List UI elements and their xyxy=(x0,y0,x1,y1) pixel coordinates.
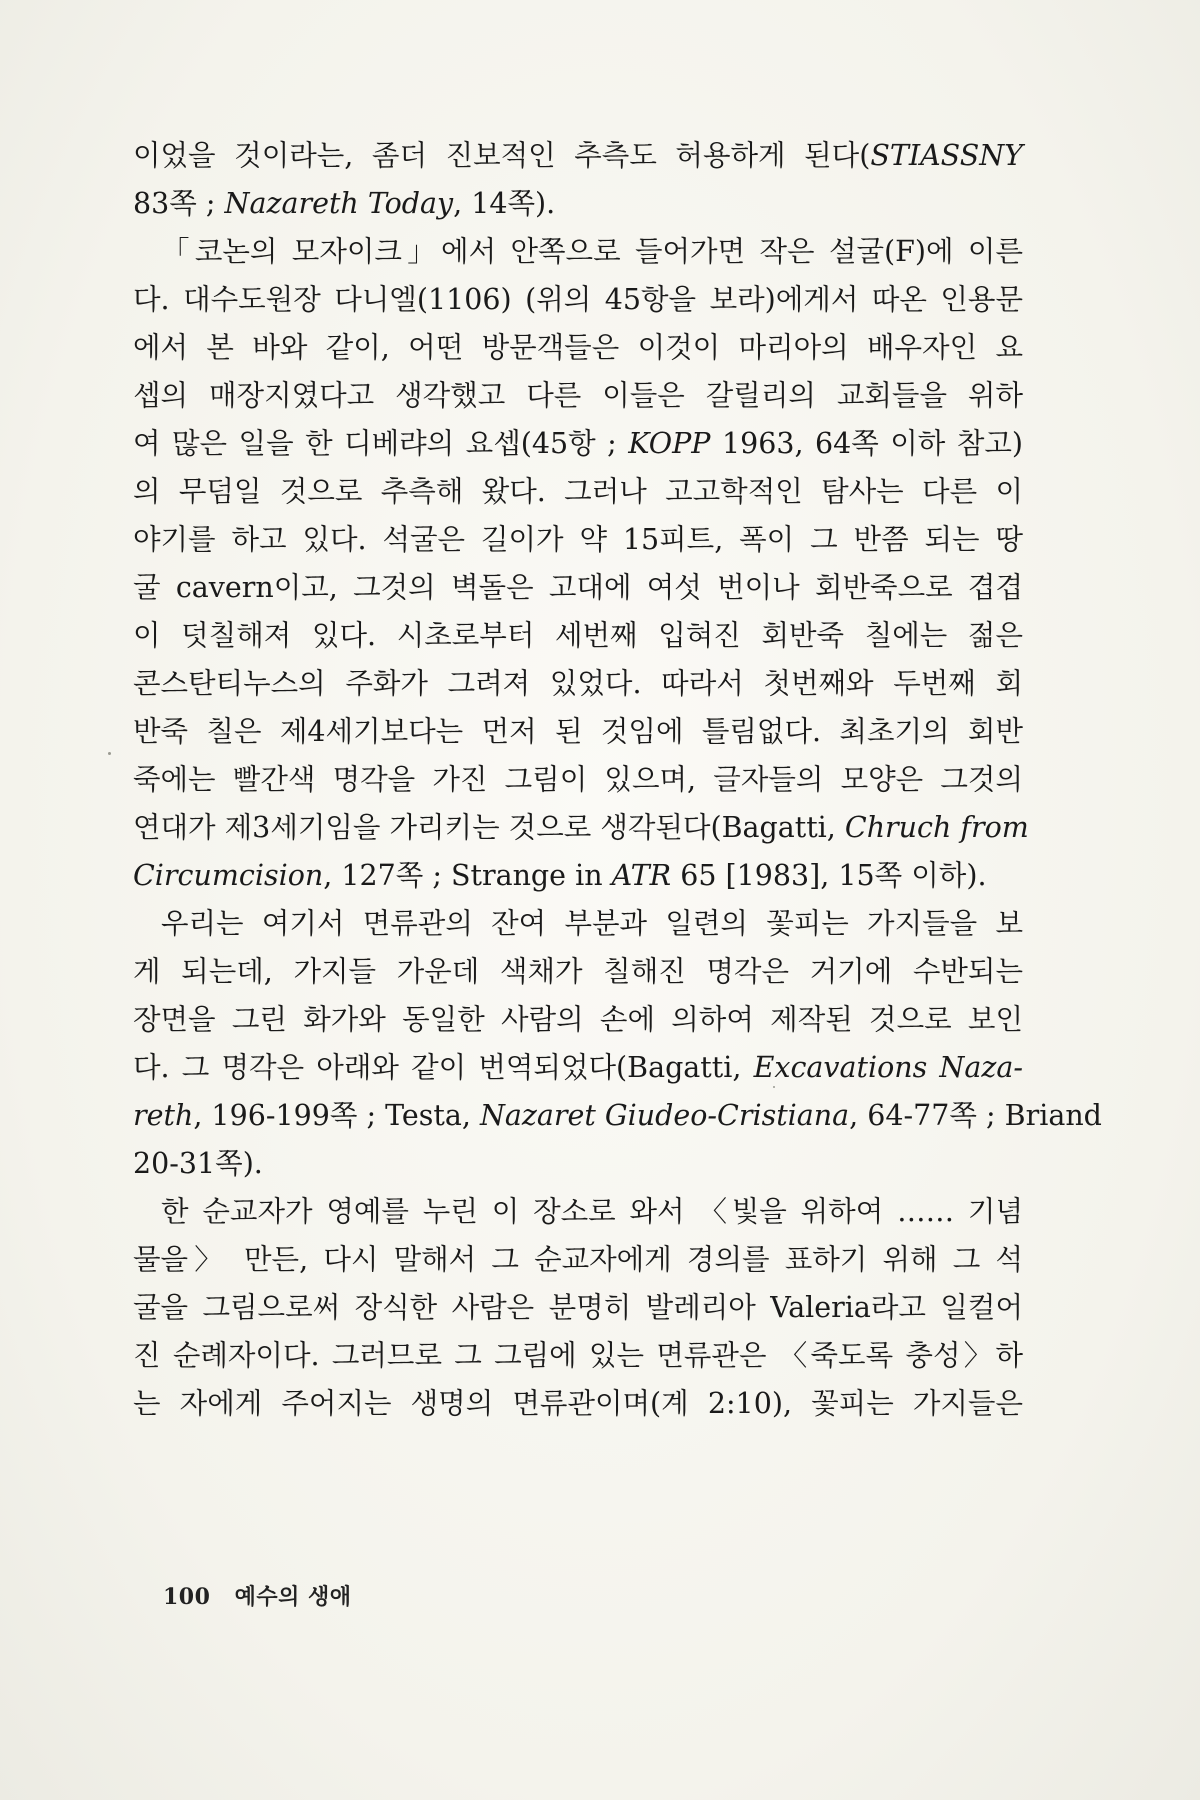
text-line xyxy=(133,852,1023,900)
text-line xyxy=(133,612,1023,660)
text-line xyxy=(133,1044,1023,1092)
text-line xyxy=(133,1236,1023,1284)
text-line xyxy=(133,1284,1023,1332)
text-run: 이 덧칠해져 있다. 시초로부터 세번째 입혀진 회반죽 칠에는 젊은 xyxy=(133,619,1023,652)
text-run: 1963, 64쪽 이하 참고) xyxy=(710,427,1023,460)
page-number: 100 xyxy=(163,1584,211,1610)
italic-text: STIASSNY xyxy=(870,139,1023,172)
italic-text: Circumcision xyxy=(133,859,324,892)
text-run: 「코논의 모자이크」에서 안쪽으로 들어가면 작은 설굴(F)에 이른 xyxy=(161,235,1023,268)
text-line xyxy=(133,804,1029,852)
text-line xyxy=(133,1380,1023,1428)
text-run: 굴 cavern이고, 그것의 벽돌은 고대에 여섯 번이나 회반죽으로 겹겹 xyxy=(133,571,1023,604)
text-line xyxy=(133,900,1023,948)
text-run: 여 많은 일을 한 디베랴의 요셉(45항 ; xyxy=(133,427,629,460)
text-run: 우리는 여기서 면류관의 잔여 부분과 일련의 꽃피는 가지들을 보 xyxy=(161,907,1023,940)
italic-text: Excavations Naza- xyxy=(753,1051,1023,1084)
text-run: 야기를 하고 있다. 석굴은 길이가 약 15피트, 폭이 그 반쯤 되는 땅 xyxy=(133,523,1023,556)
text-run: 물을〉 만든, 다시 말해서 그 순교자에게 경의를 표하기 위해 그 석 xyxy=(133,1243,1023,1276)
text-run: 20-31쪽). xyxy=(133,1147,263,1180)
text-run: , 127쪽 ; Strange in xyxy=(323,859,612,892)
text-line xyxy=(133,324,1023,372)
text-line xyxy=(133,708,1023,756)
text-run: 진 순례자이다. 그러므로 그 그림에 있는 면류관은 〈죽도록 충성〉하 xyxy=(133,1339,1023,1372)
text-run: , 64-77쪽 ; Briand xyxy=(849,1099,1102,1132)
text-run: 게 되는데, 가지들 가운데 색채가 칠해진 명각은 거기에 수반되는 xyxy=(133,955,1023,988)
text-line xyxy=(133,1188,1023,1236)
italic-text: Nazareth Today xyxy=(224,187,454,220)
text-line xyxy=(133,1092,1102,1140)
text-run: 다. 대수도원장 다니엘(1106) (위의 45항을 보라)에게서 따온 인용문 xyxy=(133,283,1023,316)
text-line xyxy=(133,516,1023,564)
italic-text: ATR xyxy=(611,859,672,892)
text-line xyxy=(133,228,1023,276)
italic-text: Chruch from xyxy=(844,811,1029,844)
page-footer xyxy=(163,1580,352,1611)
text-run: , 196-199쪽 ; Testa, xyxy=(193,1099,480,1132)
text-run: 83쪽 ; xyxy=(133,187,225,220)
text-line xyxy=(133,1140,1023,1188)
italic-text: reth xyxy=(133,1099,194,1132)
running-title: 예수의 생애 xyxy=(234,1585,352,1610)
text-line xyxy=(133,372,1023,420)
text-run: 한 순교자가 영예를 누린 이 장소로 와서 〈빛을 위하여 …… 기념 xyxy=(161,1195,1023,1228)
text-run: 이었을 것이라는, 좀더 진보적인 추측도 허용하게 된다( xyxy=(133,139,871,172)
italic-text: KOPP xyxy=(628,427,711,460)
text-run: 장면을 그린 화가와 동일한 사람의 손에 의하여 제작된 것으로 보인 xyxy=(133,1003,1023,1036)
print-speck xyxy=(773,1086,775,1088)
italic-text: Nazaret Giudeo-Cristiana xyxy=(479,1099,850,1132)
text-run: 굴을 그림으로써 장식한 사람은 분명히 발레리아 Valeria라고 일컬어 xyxy=(133,1291,1023,1324)
text-run: 반죽 칠은 제4세기보다는 먼저 된 것임에 틀림없다. 최초기의 회반 xyxy=(133,715,1023,748)
text-run: 다. 그 명각은 아래와 같이 번역되었다(Bagatti, xyxy=(133,1051,754,1084)
text-line xyxy=(133,660,1023,708)
text-run: 의 무덤일 것으로 추측해 왔다. 그러나 고고학적인 탐사는 다른 이 xyxy=(133,475,1023,508)
text-line xyxy=(133,276,1023,324)
text-line xyxy=(133,180,1023,228)
text-line xyxy=(133,1332,1023,1380)
text-run: 연대가 제3세기임을 가리키는 것으로 생각된다(Bagatti, xyxy=(133,811,845,844)
text-line xyxy=(133,996,1023,1044)
text-line xyxy=(133,420,1023,468)
text-line xyxy=(133,564,1023,612)
text-run: 죽에는 빨간색 명각을 가진 그림이 있으며, 글자들의 모양은 그것의 xyxy=(133,763,1023,796)
body-text xyxy=(133,132,1102,1428)
text-run: 는 자에게 주어지는 생명의 면류관이며(계 2:10), 꽃피는 가지들은 xyxy=(133,1387,1023,1420)
text-run: 콘스탄티누스의 주화가 그려져 있었다. 따라서 첫번째와 두번째 회 xyxy=(133,667,1023,700)
text-run: 65 [1983], 15쪽 이하). xyxy=(671,859,987,892)
text-line xyxy=(133,756,1023,804)
text-run: 에서 본 바와 같이, 어떤 방문객들은 이것이 마리아의 배우자인 요 xyxy=(133,331,1023,364)
text-line xyxy=(133,468,1023,516)
text-run: 셉의 매장지였다고 생각했고 다른 이들은 갈릴리의 교회들을 위하 xyxy=(133,379,1023,412)
print-speck xyxy=(108,752,111,755)
text-run: , 14쪽). xyxy=(453,187,556,220)
text-line xyxy=(133,948,1023,996)
text-line xyxy=(133,132,1023,180)
